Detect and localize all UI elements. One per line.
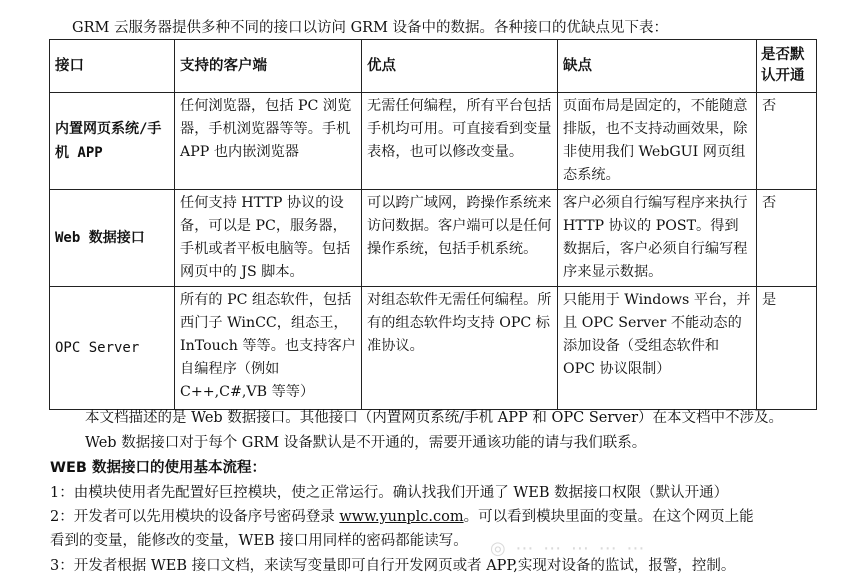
step-2 <box>50 507 754 527</box>
clients-cell: 所有的 PC 组态软件，包括西门子 WinCC，组态王，InTouch 等等。也支持客户自编程序（例如 C++,C#,VB 等等） <box>175 287 362 410</box>
intro-text: GRM 云服务器提供多种不同的接口以访问 GRM 设备中的数据。各种接口的优缺点见下表： <box>72 20 669 36</box>
pros-cell: 对组态软件无需任何编程。所有的组态软件均支持 OPC 标准协议。 <box>362 287 558 410</box>
flow-heading: WEB 数据接口的使用基本流程： <box>50 460 266 476</box>
watermark-logo: ◎ ⋯ ⋯ ⋯ ⋯ ⋯ <box>490 538 647 559</box>
table-row <box>50 190 817 287</box>
header-pros: 优点 <box>362 40 558 93</box>
table-row <box>50 93 817 190</box>
table-header-row <box>50 40 817 93</box>
interface-cell: Web 数据接口 <box>50 190 175 287</box>
interface-cell: OPC Server <box>50 287 175 410</box>
header-default-enabled: 是否默认开通 <box>757 40 817 93</box>
default-status-paragraph: Web 数据接口对于每个 GRM 设备默认是不开通的，需要开通该功能的请与我们联系。 <box>85 435 647 451</box>
pros-cell: 无需任何编程，所有平台包括手机均可用。可直接看到变量表格，也可以修改变量。 <box>362 93 558 190</box>
header-clients: 支持的客户端 <box>175 40 362 93</box>
header-interface: 接口 <box>50 40 175 93</box>
default-cell: 是 <box>757 287 817 410</box>
cons-cell: 客户必须自行编写程序来执行 HTTP 协议的 POST。得到数据后，客户必须自行编写程序来显示数据。 <box>558 190 757 287</box>
step-2-continuation: 看到的变量，能修改的变量，WEB 接口用同样的密码都能读写。 <box>50 533 468 549</box>
clients-cell: 任何支持 HTTP 协议的设备，可以是 PC，服务器，手机或者平板电脑等。包括网页中的 JS 脚本。 <box>175 190 362 287</box>
scope-paragraph: 本文档描述的是 Web 数据接口。其他接口（内置网页系统/手机 APP 和 OPC Server）在本文档中不涉及。 <box>85 410 783 426</box>
table-row <box>50 287 817 410</box>
clients-cell: 任何浏览器，包括 PC 浏览器，手机浏览器等等。手机 APP 也内嵌浏览器 <box>175 93 362 190</box>
step-1: 1：由模块使用者先配置好巨控模块，使之正常运行。确认找我们开通了 WEB 数据接口权限（默认开通） <box>50 485 729 501</box>
pros-cell: 可以跨广域网，跨操作系统来访问数据。客户端可以是任何操作系统，包括手机系统。 <box>362 190 558 287</box>
default-cell: 否 <box>757 93 817 190</box>
interface-cell: 内置网页系统/手机 APP <box>50 93 175 190</box>
step-2-text-after: 。可以看到模块里面的变量。在这个网页上能 <box>463 509 754 525</box>
header-cons: 缺点 <box>558 40 757 93</box>
interface-comparison-table <box>49 39 817 410</box>
yunplc-link[interactable]: www.yunplc.com <box>339 509 464 525</box>
cons-cell: 只能用于 Windows 平台，并且 OPC Server 不能动态的添加设备（受组态软件和 OPC 协议限制） <box>558 287 757 410</box>
step-3: 3：开发者根据 WEB 接口文档，来读写变量即可自行开发网页或者 APP,实现对设备的监试，报警，控制。 <box>50 558 736 574</box>
step-2-text: 2：开发者可以先用模块的设备序号密码登录 <box>50 509 340 525</box>
default-cell: 否 <box>757 190 817 287</box>
cons-cell: 页面布局是固定的，不能随意排版，也不支持动画效果，除非使用我们 WebGUI 网页组态系统。 <box>558 93 757 190</box>
